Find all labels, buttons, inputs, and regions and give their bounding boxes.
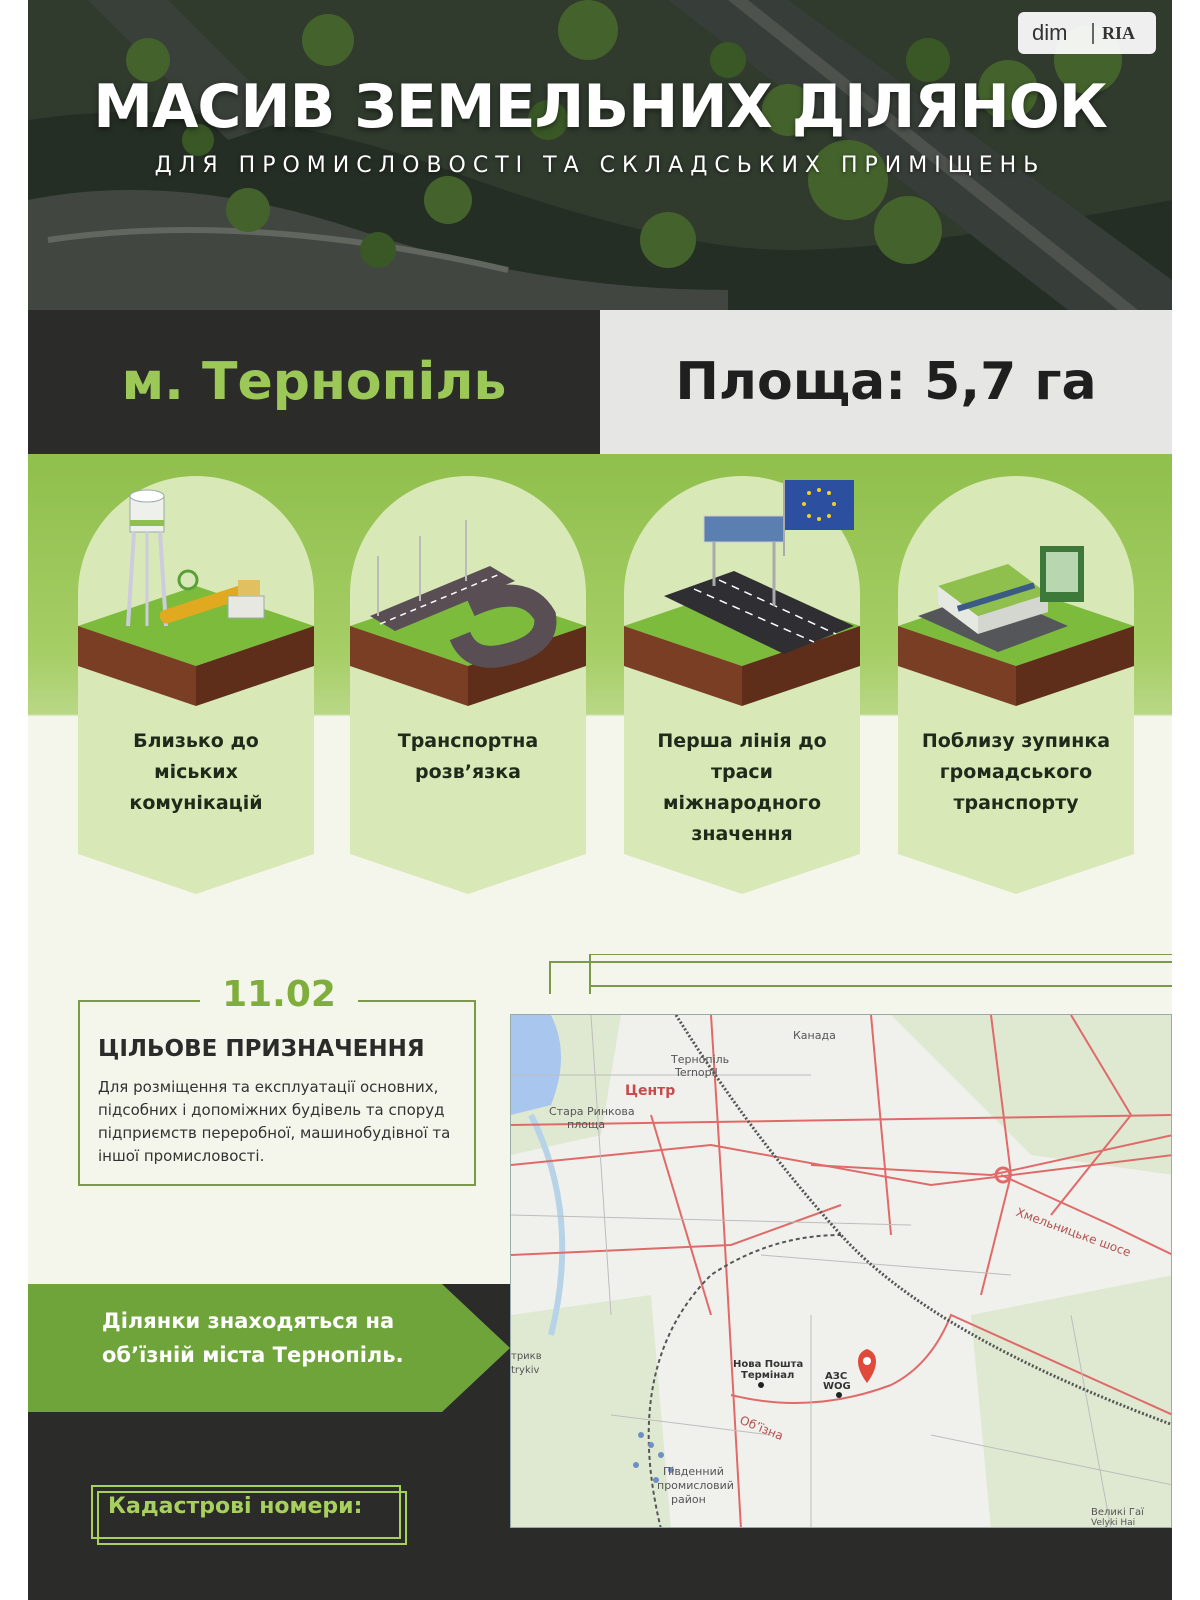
- area-box: [600, 310, 1172, 454]
- location-map[interactable]: [510, 1014, 1172, 1528]
- hero-subtitle: ДЛЯ ПРОМИСЛОВОСТІ ТА СКЛАДСЬКИХ ПРИМІЩЕНЬ: [154, 153, 1046, 178]
- map-label-nova-poshta: Нова Пошта: [733, 1359, 804, 1370]
- map-roads: [511, 1015, 1172, 1528]
- feature-card-bus-stop: [898, 476, 1134, 894]
- poster: [28, 0, 1172, 1600]
- purpose-box: [78, 974, 476, 1186]
- map-label-kanada: Канада: [793, 1029, 836, 1042]
- map-label-obizna: Об’їзна: [737, 1413, 786, 1444]
- map-label-trykiv: трикв: [511, 1351, 542, 1362]
- city-label: м. Тернопіль: [121, 352, 507, 412]
- hero-section: [28, 0, 1172, 310]
- map-label-velyki: Великі Гаї: [1091, 1507, 1144, 1518]
- highway-eu-flag-icon: [624, 476, 860, 716]
- purpose-title: ЦІЛЬОВЕ ПРИЗНАЧЕННЯ: [98, 1036, 425, 1062]
- logo-dim-text: dim: [1032, 20, 1068, 45]
- map-label-ploshcha: площа: [567, 1118, 606, 1131]
- hero-title: МАСИВ ЗЕМЕЛЬНИХ ДІЛЯНОК: [93, 72, 1107, 142]
- info-banner: [28, 310, 1172, 454]
- location-note: Ділянки знаходяться на об’їзній міста Тернопіль.: [102, 1309, 404, 1367]
- lower-section: [28, 954, 1172, 1600]
- purpose-code: 11.02: [200, 974, 358, 1015]
- map-label-khmelnytske: Хмельницьке шосе: [1014, 1205, 1133, 1260]
- map-label-azs: АЗС: [825, 1371, 848, 1382]
- map-label-wog: WOG: [823, 1381, 851, 1392]
- dim-ria-logo[interactable]: [1018, 12, 1156, 54]
- bus-stop-icon: [898, 476, 1134, 716]
- feature-card-highway: [624, 476, 860, 894]
- map-label-stara: Стара Ринкова: [549, 1105, 635, 1118]
- map-label-velyki-lat: Velyki Hai: [1091, 1518, 1136, 1528]
- logo-ria-text: RIA: [1092, 23, 1135, 44]
- road-interchange-icon: [350, 476, 586, 716]
- feature-text-utilities: Близько до міських комунікацій: [129, 730, 263, 814]
- water-tower-pipes-icon: [78, 476, 314, 716]
- map-label-terminal: Термінал: [741, 1370, 795, 1381]
- cadastral-label: Кадастрові номери:: [108, 1494, 363, 1519]
- features-section: [28, 454, 1172, 954]
- feature-card-interchange: [350, 476, 586, 894]
- feature-text-highway: Перша лінія до траси міжнародного значення: [657, 730, 827, 845]
- map-label-center: Центр: [625, 1083, 676, 1099]
- city-box: [28, 310, 600, 454]
- feature-card-utilities: [78, 476, 314, 894]
- map-label-ternopil-lat: Ternopil: [675, 1066, 718, 1079]
- feature-text-interchange: Транспортна розв’язка: [397, 730, 539, 783]
- map-label-trykiv-lat: trykiv: [511, 1365, 540, 1376]
- map-label-ternopil: Тернопіль: [671, 1053, 730, 1066]
- purpose-description: Для розміщення та експлуатації основних, підсобних і допоміжних будівель та споруд підприємств переробної, машинобудівної та іншої промисловості.: [98, 1078, 451, 1165]
- map-label-raion: район: [671, 1493, 706, 1506]
- map-label-pivdennyi: Південний: [663, 1465, 724, 1478]
- area-label: Площа: 5,7 га: [675, 352, 1097, 412]
- feature-text-bus-stop: Поблизу зупинка громадського транспорту: [921, 730, 1111, 814]
- map-label-promyslovyi: промисловий: [657, 1479, 734, 1492]
